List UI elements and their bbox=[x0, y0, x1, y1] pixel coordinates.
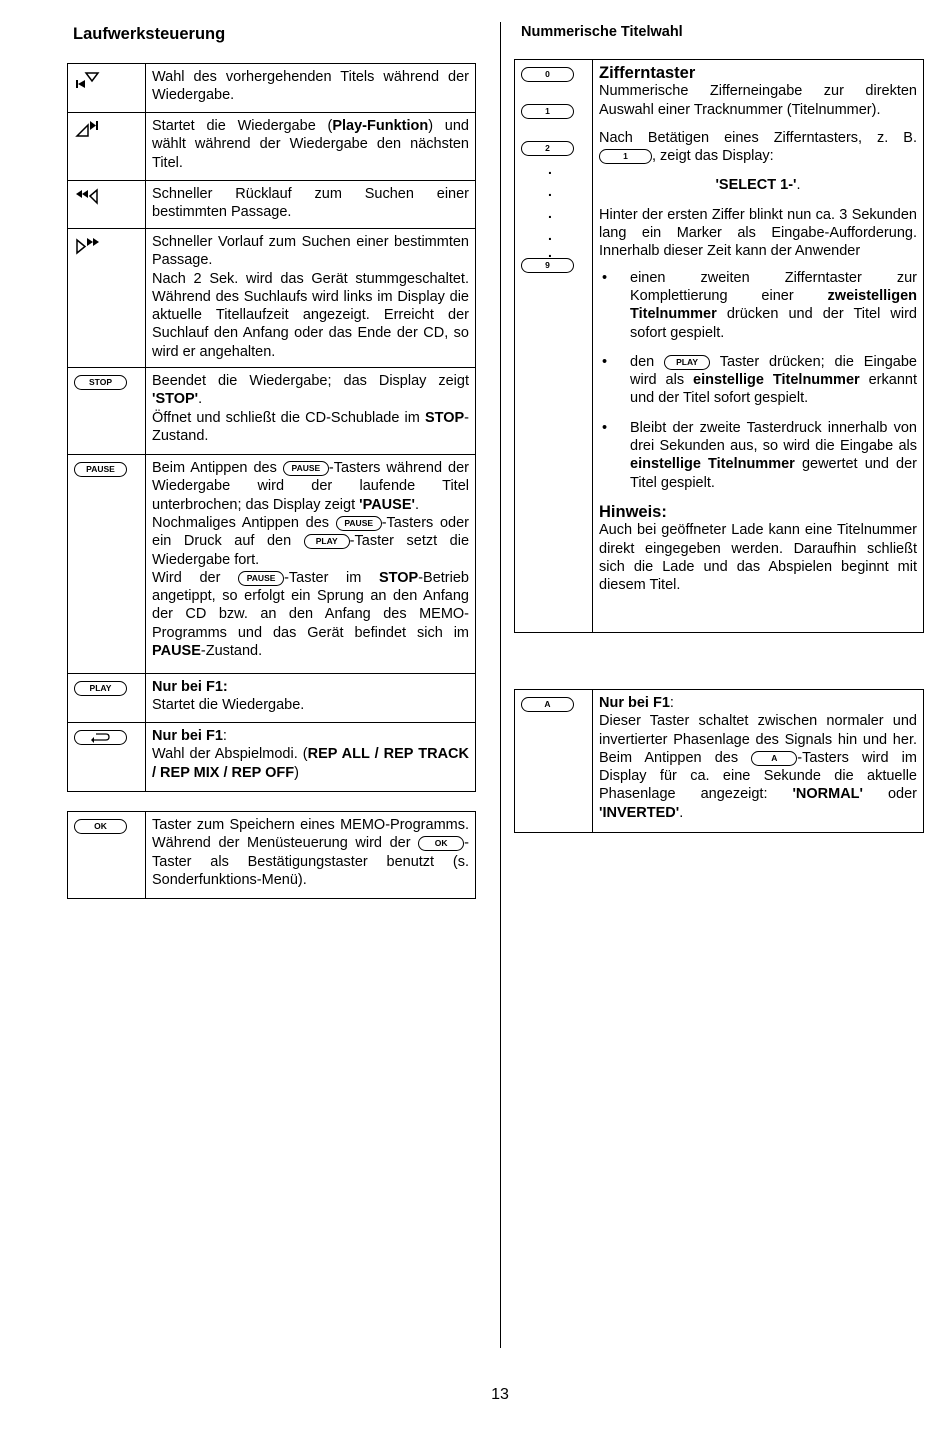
table-row bbox=[68, 229, 476, 368]
cell-icon bbox=[68, 64, 146, 113]
cell-icon bbox=[68, 368, 146, 455]
table-row bbox=[68, 723, 476, 792]
row-heading: Nur bei F1: bbox=[152, 728, 227, 745]
digit-0-button-icon: 0 bbox=[521, 67, 574, 82]
description-text: Nummerische Zifferneingabe zur direkten Auswahl einer Tracknummer (Titelnummer). bbox=[599, 83, 917, 118]
left-column bbox=[67, 22, 476, 899]
digit-2-button-icon: 2 bbox=[521, 141, 574, 156]
pause-button-icon: PAUSE bbox=[74, 462, 127, 477]
note-text: Auch bei geöffneter Lade kann eine Titelnummer direkt eingegeben werden. Daraufhin schließt sich die Lade und das Abspielen beginnt mit diesem Titel. bbox=[599, 522, 917, 594]
ellipsis-dot: . bbox=[548, 205, 552, 221]
cell-text bbox=[146, 674, 476, 723]
table-row bbox=[68, 812, 476, 899]
description-text: Schneller Vorlauf zum Suchen einer bestimmten Passage. bbox=[152, 234, 469, 269]
table-row bbox=[68, 455, 476, 674]
ellipsis-dot: . bbox=[548, 183, 552, 199]
description-text: Öffnet und schließt die CD-Schublade im STOP-Zustand. bbox=[152, 409, 469, 444]
table-row bbox=[515, 690, 924, 833]
table-row bbox=[68, 64, 476, 113]
ellipsis-dot: . bbox=[548, 227, 552, 243]
description-text: Taster zum Speichern eines MEMO-Programms. Während der Menüsteuerung wird der OK -Taster als Bestätigungstaster benutzt (s. Sonderfunktions-Menü). bbox=[152, 817, 469, 888]
display-readout: 'SELECT 1-'. bbox=[715, 177, 801, 194]
ok-inline-icon: OK bbox=[418, 836, 464, 851]
pause-inline-icon: PAUSE bbox=[336, 516, 382, 531]
cell-text bbox=[146, 181, 476, 229]
row-heading: Zifferntaster bbox=[599, 64, 696, 82]
list-item: • einen zweiten Zifferntaster zur Komplettierung einer zweistelligen Titelnummer drücken und der Titel wird sofort gespielt. bbox=[599, 269, 917, 342]
digit-9-button-icon: 9 bbox=[521, 258, 574, 273]
column-divider bbox=[500, 22, 501, 1348]
option-list bbox=[599, 269, 917, 492]
cell-icon bbox=[68, 455, 146, 674]
list-item: • den PLAY Taster drücken; die Eingabe wird als einstellige Titelnummer erkannt und der Titel sofort gespielt. bbox=[599, 353, 917, 408]
cell-text bbox=[146, 812, 476, 899]
description-text: Wird der PAUSE -Taster im STOP-Betrieb angetippt, so erfolgt ein Sprung an den Anfang der CD bzw. an den Anfang des MEMO-Programms und das Gerät befindet sich im PAUSE-Zustand. bbox=[152, 569, 469, 660]
ellipsis-dot: . bbox=[548, 161, 552, 177]
phase-table bbox=[514, 689, 924, 833]
cell-icon bbox=[515, 690, 593, 833]
rewind-icon bbox=[74, 187, 102, 207]
cell-text bbox=[146, 368, 476, 455]
row-heading: Nur bei F1: bbox=[152, 679, 228, 696]
play-next-icon bbox=[74, 119, 102, 141]
description-text: Wahl der Abspielmodi. (REP ALL / REP TRACK / REP MIX / REP OFF) bbox=[152, 746, 469, 781]
table-row bbox=[68, 113, 476, 181]
ok-table bbox=[67, 811, 476, 899]
cell-text bbox=[593, 60, 924, 633]
description-text: Nach Betätigen eines Zifferntasters, z. B. 1 , zeigt das Display: bbox=[599, 129, 917, 165]
drive-control-table bbox=[67, 63, 476, 792]
a-button-icon: A bbox=[521, 697, 574, 712]
description-text: Dieser Taster schaltet zwischen normaler und invertierter Phasenlage des Signals hin und her. Beim Antippen des A -Tasters wird im Display für ca. eine Sekunde die aktuelle Phasenlage angezeigt: 'NORMAL' oder 'INVERTED'. bbox=[599, 713, 917, 821]
numeric-selection-table bbox=[514, 59, 924, 633]
description-text: Hinter der ersten Ziffer blinkt nun ca. 3 Sekunden lang ein Marker als Eingabe-Aufforderung. Innerhalb dieser Zeit kann der Anwender bbox=[599, 206, 917, 260]
description-text: Schneller Rücklauf zum Suchen einer bestimmten Passage. bbox=[152, 186, 469, 221]
row-heading: Nur bei F1: bbox=[599, 695, 674, 711]
a-inline-icon: A bbox=[751, 751, 797, 766]
pause-inline-icon: PAUSE bbox=[238, 571, 284, 586]
previous-track-icon bbox=[74, 70, 100, 90]
digit-buttons bbox=[521, 67, 588, 295]
cell-text bbox=[146, 455, 476, 674]
cell-text bbox=[146, 723, 476, 792]
description-text: Beim Antippen des PAUSE -Tasters während der Wiedergabe wird der laufende Titel unterbrochen; das Display zeigt 'PAUSE'. bbox=[152, 460, 469, 513]
description-text: Wahl des vorhergehenden Titels während der Wiedergabe. bbox=[152, 69, 469, 104]
play-button-icon: PLAY bbox=[74, 681, 127, 696]
list-item: • Bleibt der zweite Tasterdruck innerhalb von drei Sekunden aus, so wird die Eingabe als einstellige Titelnummer gewertet und der Titel gespielt. bbox=[599, 419, 917, 492]
cell-text bbox=[146, 113, 476, 181]
cell-icon bbox=[515, 60, 593, 633]
table-row bbox=[515, 60, 924, 633]
play-inline-icon: PLAY bbox=[664, 355, 710, 370]
fast-forward-icon bbox=[74, 235, 102, 257]
cell-icon bbox=[68, 812, 146, 899]
note-heading: Hinweis: bbox=[599, 502, 667, 521]
cell-icon bbox=[68, 723, 146, 792]
cell-icon bbox=[68, 113, 146, 181]
repeat-icon bbox=[74, 730, 127, 745]
table-row bbox=[68, 181, 476, 229]
cell-text bbox=[146, 64, 476, 113]
ok-button-icon: OK bbox=[74, 819, 127, 834]
description-text: Startet die Wiedergabe. bbox=[152, 697, 305, 714]
cell-text bbox=[146, 229, 476, 368]
section-title-numeric-selection: Nummerische Titelwahl bbox=[521, 24, 683, 40]
description-text: Nach 2 Sek. wird das Gerät stummgeschaltet. Während des Suchlaufs wird links im Display die aktuelle Titellaufzeit angezeigt. Erreicht der Suchlauf den Anfang oder das Ende der CD, so wird er angehalten. bbox=[152, 270, 469, 360]
right-column bbox=[514, 22, 924, 833]
cell-icon bbox=[68, 229, 146, 368]
description-text: Beendet die Wiedergabe; das Display zeigt 'STOP'. bbox=[152, 373, 469, 408]
table-row bbox=[68, 368, 476, 455]
pause-inline-icon: PAUSE bbox=[283, 461, 329, 476]
page-number: 13 bbox=[491, 1386, 509, 1403]
stop-button-icon: STOP bbox=[74, 375, 127, 390]
cell-text bbox=[593, 690, 924, 833]
digit-1-button-icon: 1 bbox=[521, 104, 574, 119]
section-title-drive-control: Laufwerksteuerung bbox=[73, 25, 226, 43]
digit-1-inline-icon: 1 bbox=[599, 149, 652, 164]
play-inline-icon: PLAY bbox=[304, 534, 350, 549]
description-text: Startet die Wiedergabe (Play-Funktion) und wählt während der Wiedergabe den nächsten Titel. bbox=[152, 118, 469, 171]
cell-icon bbox=[68, 674, 146, 723]
description-text: Nochmaliges Antippen des PAUSE -Tasters oder ein Druck auf den PLAY -Taster setzt die Wiedergabe fort. bbox=[152, 514, 470, 568]
table-row bbox=[68, 674, 476, 723]
cell-icon bbox=[68, 181, 146, 229]
ellipsis-dot: . bbox=[548, 244, 552, 260]
